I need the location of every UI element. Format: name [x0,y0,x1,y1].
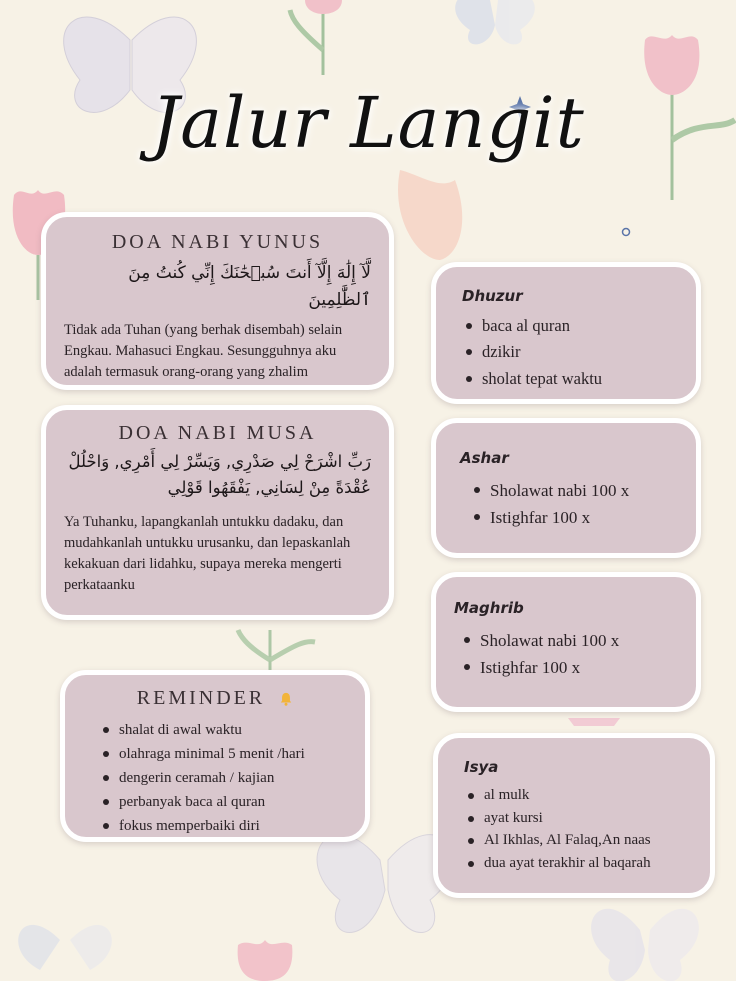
butterfly-icon [455,0,535,44]
maghrib-heading: Maghrib [454,599,524,617]
doa-musa-heading: DOA NABI MUSA [118,422,317,444]
list-item: dzikir [462,339,676,365]
ashar-list [460,477,676,531]
list-item: al mulk [464,784,694,807]
reminder-list [99,718,345,838]
isya-card [433,733,715,898]
maghrib-card [431,572,701,712]
list-item: Sholawat nabi 100 x [460,627,676,654]
list-item: dengerin ceramah / kajian [99,766,345,790]
ashar-heading: Ashar [460,449,509,467]
butterfly-icon [591,909,699,981]
ashar-card [431,418,701,558]
list-item: Istighfar 100 x [460,654,676,681]
list-item: shalat di awal waktu [99,718,345,742]
dhuzur-card [431,262,701,404]
reminder-heading: REMINDER [136,687,266,709]
doa-yunus-card [41,212,394,390]
bell-icon [279,692,293,706]
list-item: perbanyak baca al quran [99,790,345,814]
list-item: fokus memperbaiki diri [99,814,345,838]
list-item: sholat tepat waktu [462,366,676,392]
page-title: Jalur Langit [151,82,585,164]
doa-yunus-translation: Tidak ada Tuhan (yang berhak disembah) selain Engkau. Mahasuci Engkau. Sesungguhnya aku adalah termasuk orang-orang yang zhalim [64,322,343,381]
isya-heading: Isya [464,758,499,776]
reminder-heading-row [99,687,345,710]
dot-icon [623,229,630,236]
list-item: Istighfar 100 x [470,504,676,531]
tulip-icon [290,0,342,75]
list-item: Sholawat nabi 100 x [470,477,676,504]
butterfly-icon [18,925,112,970]
list-item: dua ayat terakhir al baqarah [464,852,694,875]
dhuzur-list [462,313,676,392]
doa-musa-card [41,405,394,620]
list-item: olahraga minimal 5 menit /hari [99,742,345,766]
isya-list [464,784,694,874]
ribbon-icon [568,718,620,726]
tulip-icon [398,170,462,260]
maghrib-list [454,627,676,681]
doa-yunus-heading: DOA NABI YUNUS [111,231,324,253]
list-item: Al Ikhlas, Al Falaq,An naas [464,829,694,852]
dhuzur-heading: Dhuzur [462,287,523,305]
list-item: ayat kursi [464,807,694,830]
doa-musa-arabic-line-1: رَبِّ اشْرَحْ لِي صَدْرِي, وَيَسِّرْ لِي أَمْرِي, وَاحْلُلْ [68,452,371,471]
list-item: baca al quran [462,313,676,339]
doa-musa-translation: Ya Tuhanku, lapangkanlah untukku dadaku, dan mudahkanlah untukku urusanku, dan lepaskanlah kekakuan dari lidahku, supaya mereka mengerti perkataanku [64,513,351,593]
doa-yunus-arabic: لَّآ إِلَٰهَ إِلَّآ أَنتَ سُبۡحَٰنَكَ إِنِّي كُنتُ مِنَ ٱلظَّٰلِمِينَ [128,263,371,311]
doa-musa-arabic-line-2: عُقْدَةً مِنْ لِسَانِي, يَفْقَهُوا قَوْلِي [167,478,371,498]
tulip-icon [238,940,293,981]
reminder-card [60,670,370,842]
